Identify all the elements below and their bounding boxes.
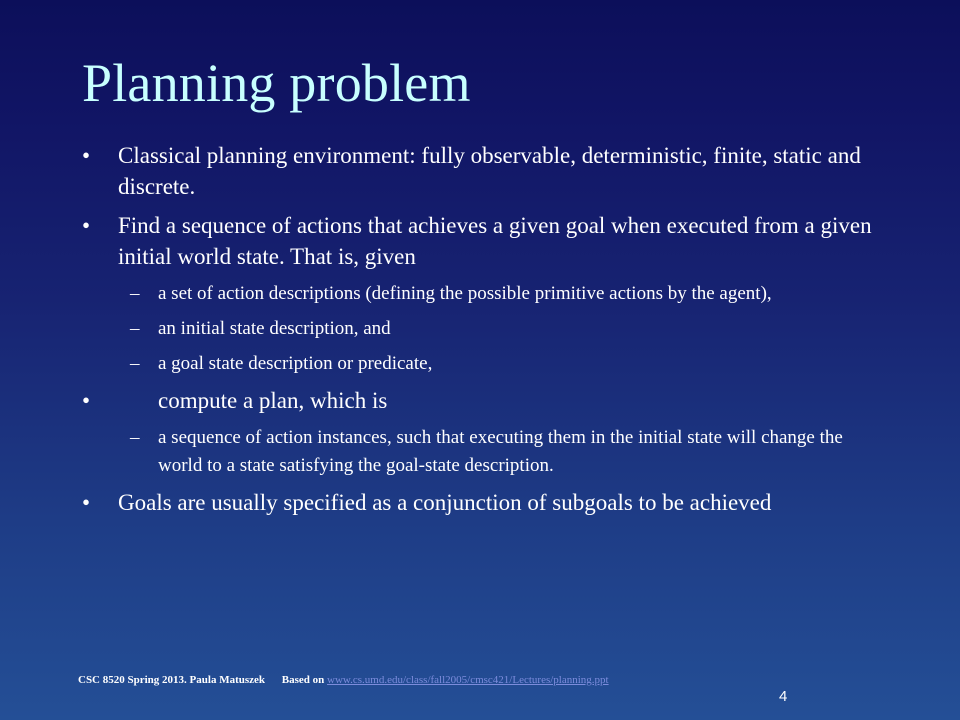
source-link[interactable]: www.cs.umd.edu/class/fall2005/cmsc421/Lectures/planning.ppt [327, 674, 609, 686]
bullet-icon: • [82, 213, 91, 238]
bullet-text: Find a sequence of actions that achieves a given goal when executed from a given initial world state. That is, given [118, 213, 872, 269]
bullet-item [82, 140, 882, 202]
sub-bullet-text: a goal state description or predicate, [158, 353, 433, 374]
dash-icon: – [130, 318, 140, 339]
sub-bullet-text: a sequence of action instances, such that executing them in the initial state will change the world to a state satisfying the goal-state description. [158, 427, 843, 476]
slide-title: Planning problem [82, 53, 471, 113]
bullet-text: compute a plan, which is [158, 388, 388, 413]
sub-bullet-item [82, 315, 882, 343]
sub-bullet-text: a set of action descriptions (defining the possible primitive actions by the agent), [158, 283, 772, 304]
sub-bullet-item [82, 350, 882, 378]
bullet-item [82, 210, 882, 272]
sub-bullet-item [82, 280, 882, 308]
bullet-item [82, 487, 882, 518]
dash-icon: – [130, 283, 140, 304]
page-number: 4 [779, 688, 788, 705]
bullet-icon: • [82, 490, 91, 515]
footer-course: CSC 8520 Spring 2013. Paula Matuszek [78, 674, 266, 686]
slide-footer [78, 674, 609, 686]
bullet-icon: • [82, 143, 91, 168]
sub-bullet-item [82, 424, 882, 480]
sub-bullet-text: an initial state description, and [158, 318, 391, 339]
footer-based-on: Based on [281, 674, 325, 686]
dash-icon: – [130, 427, 140, 448]
bullet-item [82, 385, 882, 416]
bullet-icon: • [82, 388, 91, 413]
bullet-text: Classical planning environment: fully observable, deterministic, finite, static and discrete. [118, 143, 861, 199]
bullet-text: Goals are usually specified as a conjunction of subgoals to be achieved [118, 490, 772, 515]
dash-icon: – [130, 353, 140, 374]
slide-body [82, 140, 882, 526]
